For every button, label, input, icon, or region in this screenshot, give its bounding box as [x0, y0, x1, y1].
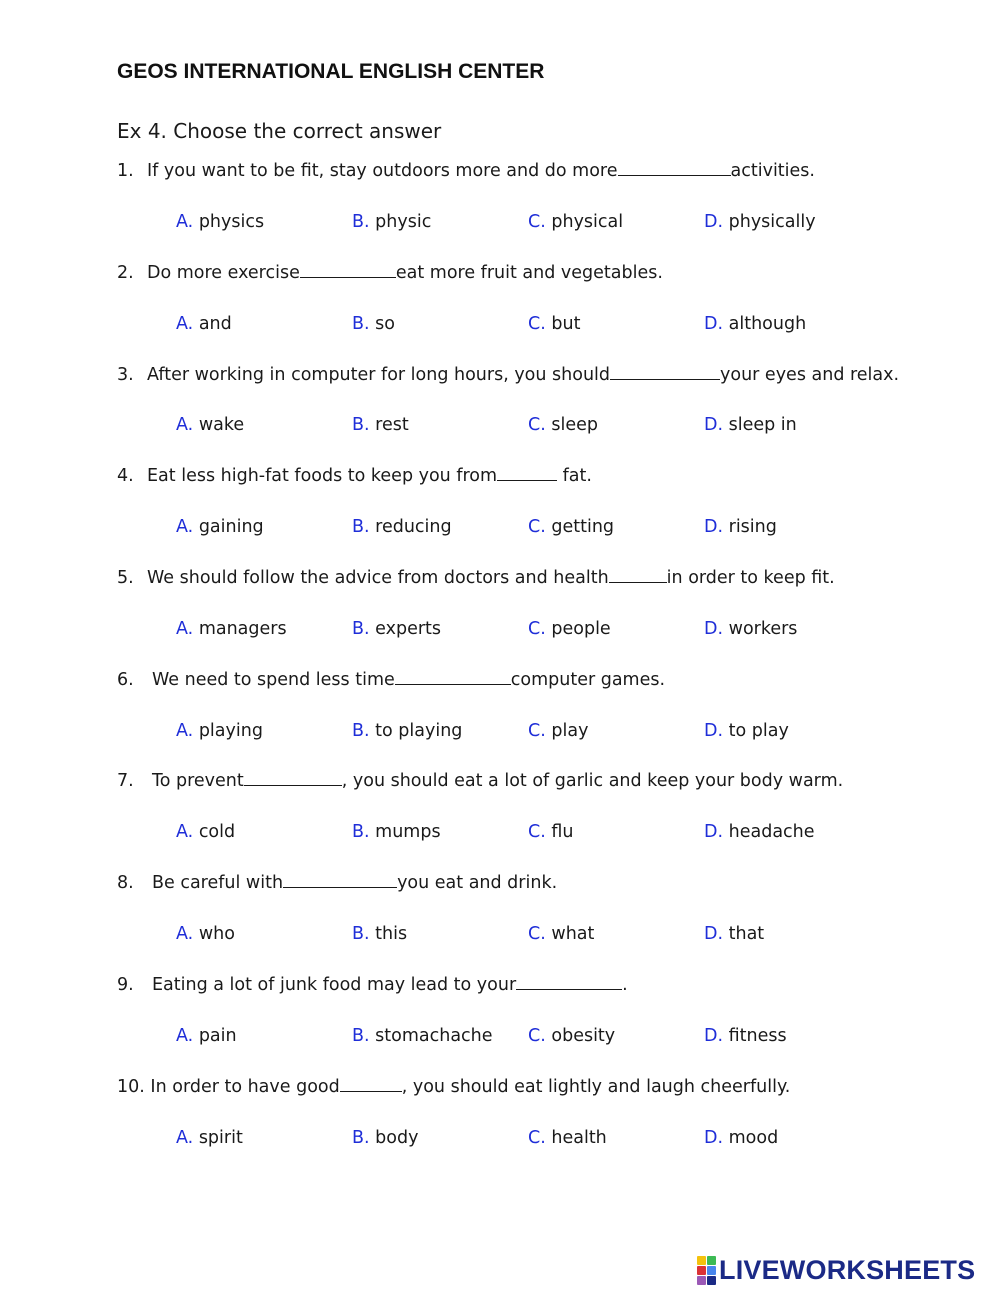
question-number: 10.: [117, 1077, 145, 1097]
answer-blank[interactable]: [516, 988, 622, 990]
option-text: rising: [728, 517, 777, 537]
option-text: stomachache: [375, 1026, 493, 1046]
option-text: gaining: [198, 517, 264, 537]
option-text: who: [198, 924, 235, 944]
question-6: [117, 670, 987, 700]
question-text-before: Eating a lot of junk food may lead to your: [152, 975, 517, 995]
question-text-after: , you should eat lightly and laugh cheerfully.: [401, 1077, 791, 1097]
logo-block: [697, 1266, 706, 1275]
option-c[interactable]: [528, 924, 594, 944]
watermark-text: LIVEWORKSHEETS: [719, 1254, 976, 1285]
question-text-after: fat.: [557, 466, 592, 486]
option-text: mood: [728, 1128, 779, 1148]
option-d[interactable]: [704, 822, 815, 842]
option-d[interactable]: [704, 212, 816, 232]
question-text-before: We need to spend less time: [152, 670, 395, 690]
option-text: wake: [198, 415, 245, 435]
option-text: physical: [551, 212, 624, 232]
option-text: obesity: [551, 1026, 616, 1046]
option-c[interactable]: [528, 517, 614, 537]
option-text: health: [551, 1128, 607, 1148]
option-text: but: [551, 314, 581, 334]
question-text-before: After working in computer for long hours, you should: [147, 365, 611, 385]
question-text-before: Eat less high-fat foods to keep you from: [147, 466, 498, 486]
option-text: although: [728, 314, 807, 334]
option-text: fitness: [728, 1026, 787, 1046]
option-letter: B.: [352, 212, 370, 232]
option-letter: B.: [352, 314, 370, 334]
question-number: 5.: [117, 568, 134, 588]
liveworksheets-logo-icon: [697, 1256, 716, 1285]
option-text: what: [551, 924, 595, 944]
question-text-after: .: [622, 975, 628, 995]
option-d[interactable]: [704, 314, 806, 334]
option-a[interactable]: [176, 619, 287, 639]
option-letter: A.: [176, 721, 194, 741]
question-text-after: your eyes and relax.: [720, 365, 900, 385]
question-text-after: you eat and drink.: [397, 873, 558, 893]
question-number: 4.: [117, 466, 134, 486]
option-letter: A.: [176, 517, 194, 537]
option-b[interactable]: [352, 212, 431, 232]
option-b[interactable]: [352, 517, 452, 537]
option-text: playing: [198, 721, 263, 741]
option-b[interactable]: [352, 924, 407, 944]
question-9: [117, 975, 987, 1005]
option-letter: A.: [176, 212, 194, 232]
option-b[interactable]: [352, 721, 462, 741]
option-c[interactable]: [528, 619, 611, 639]
option-letter: D.: [704, 1026, 724, 1046]
question-2: [117, 263, 987, 293]
option-d[interactable]: [704, 517, 777, 537]
option-text: physic: [375, 212, 432, 232]
option-a[interactable]: [176, 924, 235, 944]
question-text-before: In order to have good: [150, 1077, 340, 1097]
option-text: sleep: [551, 415, 598, 435]
answer-blank[interactable]: [244, 784, 342, 786]
option-text: headache: [728, 822, 815, 842]
option-text: body: [375, 1128, 419, 1148]
option-text: rest: [375, 415, 409, 435]
answer-blank[interactable]: [618, 174, 731, 176]
option-letter: B.: [352, 721, 370, 741]
option-d[interactable]: [704, 721, 789, 741]
option-a[interactable]: [176, 1128, 243, 1148]
option-a[interactable]: [176, 212, 264, 232]
option-letter: D.: [704, 517, 724, 537]
question-text-before: Do more exercise: [147, 263, 300, 283]
option-letter: D.: [704, 924, 724, 944]
option-text: experts: [375, 619, 442, 639]
option-letter: D.: [704, 415, 724, 435]
option-c[interactable]: [528, 212, 623, 232]
question-number: 8.: [117, 873, 134, 893]
option-text: getting: [551, 517, 615, 537]
question-5: [117, 568, 987, 598]
option-text: sleep in: [728, 415, 797, 435]
logo-block: [707, 1266, 716, 1275]
logo-block: [697, 1256, 706, 1265]
option-text: and: [198, 314, 232, 334]
option-a[interactable]: [176, 721, 263, 741]
option-letter: D.: [704, 619, 724, 639]
option-letter: B.: [352, 1128, 370, 1148]
option-letter: D.: [704, 1128, 724, 1148]
option-c[interactable]: [528, 1026, 615, 1046]
option-text: spirit: [198, 1128, 243, 1148]
option-letter: B.: [352, 924, 370, 944]
option-text: physics: [198, 212, 265, 232]
question-text-before: To prevent: [152, 771, 244, 791]
option-letter: C.: [528, 1128, 546, 1148]
option-text: flu: [551, 822, 574, 842]
option-a[interactable]: [176, 517, 264, 537]
option-letter: C.: [528, 721, 546, 741]
option-text: to play: [728, 721, 789, 741]
question-3: [117, 365, 987, 395]
option-a[interactable]: [176, 415, 244, 435]
option-b[interactable]: [352, 314, 395, 334]
answer-blank[interactable]: [340, 1090, 402, 1092]
option-c[interactable]: [528, 721, 588, 741]
option-text: pain: [198, 1026, 237, 1046]
option-c[interactable]: [528, 314, 580, 334]
option-letter: B.: [352, 517, 370, 537]
option-text: people: [551, 619, 611, 639]
option-letter: D.: [704, 721, 724, 741]
option-d[interactable]: [704, 1026, 787, 1046]
question-7: [117, 771, 987, 801]
option-letter: B.: [352, 1026, 370, 1046]
option-letter: A.: [176, 1026, 194, 1046]
question-text-before: If you want to be fit, stay outdoors more and do more: [147, 161, 618, 181]
answer-blank[interactable]: [300, 276, 396, 278]
option-letter: C.: [528, 314, 546, 334]
option-text: workers: [728, 619, 798, 639]
question-1: [117, 161, 987, 191]
option-letter: A.: [176, 1128, 194, 1148]
question-text-after: in order to keep fit.: [666, 568, 835, 588]
option-letter: C.: [528, 415, 546, 435]
question-text-before: Be careful with: [152, 873, 284, 893]
option-a[interactable]: [176, 822, 235, 842]
question-number: 6.: [117, 670, 134, 690]
question-number: 1.: [117, 161, 134, 181]
option-letter: D.: [704, 822, 724, 842]
option-text: managers: [198, 619, 287, 639]
liveworksheets-watermark: [697, 1255, 975, 1285]
exercise-title: Ex 4. Choose the correct answer: [117, 119, 442, 143]
option-d[interactable]: [704, 924, 764, 944]
option-text: reducing: [375, 517, 452, 537]
answer-blank[interactable]: [610, 378, 720, 380]
option-text: mumps: [375, 822, 441, 842]
question-text-after: computer games.: [510, 670, 666, 690]
option-d[interactable]: [704, 619, 797, 639]
option-text: that: [728, 924, 765, 944]
option-b[interactable]: [352, 415, 409, 435]
option-letter: A.: [176, 619, 194, 639]
option-letter: C.: [528, 924, 546, 944]
option-text: cold: [198, 822, 236, 842]
answer-blank[interactable]: [609, 581, 667, 583]
question-10: [117, 1077, 987, 1107]
option-c[interactable]: [528, 822, 574, 842]
question-text-after: eat more fruit and vegetables.: [395, 263, 663, 283]
question-4: [117, 466, 987, 496]
option-text: to playing: [375, 721, 463, 741]
option-letter: C.: [528, 1026, 546, 1046]
answer-blank[interactable]: [497, 479, 557, 481]
option-letter: A.: [176, 924, 194, 944]
question-text-before: We should follow the advice from doctors and health: [147, 568, 609, 588]
option-letter: D.: [704, 314, 724, 334]
question-text-after: , you should eat a lot of garlic and keep your body warm.: [341, 771, 844, 791]
option-letter: A.: [176, 822, 194, 842]
option-d[interactable]: [704, 1128, 778, 1148]
question-number: 7.: [117, 771, 134, 791]
option-letter: A.: [176, 314, 194, 334]
question-number: 2.: [117, 263, 134, 283]
option-text: play: [551, 721, 589, 741]
option-d[interactable]: [704, 415, 797, 435]
option-letter: C.: [528, 517, 546, 537]
option-letter: C.: [528, 212, 546, 232]
option-a[interactable]: [176, 1026, 237, 1046]
option-b[interactable]: [352, 1128, 418, 1148]
option-text: physically: [728, 212, 816, 232]
option-a[interactable]: [176, 314, 232, 334]
option-c[interactable]: [528, 415, 598, 435]
option-b[interactable]: [352, 1026, 493, 1046]
question-8: [117, 873, 987, 903]
option-letter: D.: [704, 212, 724, 232]
answer-blank[interactable]: [395, 683, 511, 685]
logo-block: [707, 1256, 716, 1265]
question-number: 3.: [117, 365, 134, 385]
logo-block: [707, 1276, 716, 1285]
option-text: so: [375, 314, 395, 334]
option-letter: B.: [352, 822, 370, 842]
option-b[interactable]: [352, 822, 441, 842]
option-letter: C.: [528, 619, 546, 639]
question-text-after: activities.: [730, 161, 815, 181]
option-letter: B.: [352, 619, 370, 639]
question-number: 9.: [117, 975, 134, 995]
option-letter: B.: [352, 415, 370, 435]
option-c[interactable]: [528, 1128, 607, 1148]
option-letter: A.: [176, 415, 194, 435]
option-b[interactable]: [352, 619, 441, 639]
answer-blank[interactable]: [283, 886, 397, 888]
org-title: GEOS INTERNATIONAL ENGLISH CENTER: [117, 60, 545, 83]
option-text: this: [375, 924, 408, 944]
logo-block: [697, 1276, 706, 1285]
option-letter: C.: [528, 822, 546, 842]
